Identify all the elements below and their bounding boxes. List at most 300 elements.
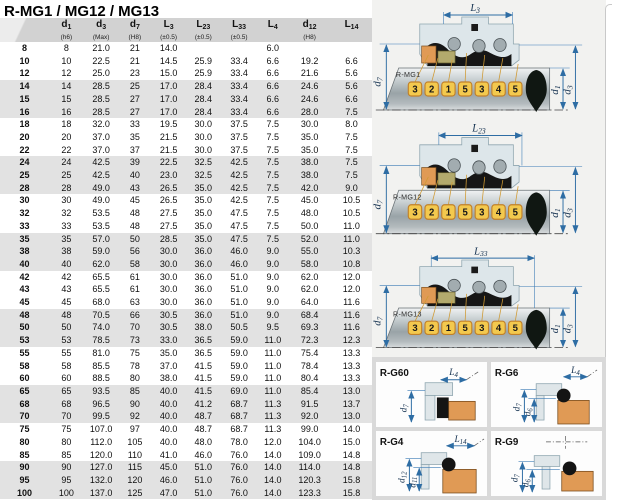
table-cell: 11.0 xyxy=(264,360,282,371)
column-header: $L_4$ xyxy=(257,18,288,42)
table-cell: 75.4 xyxy=(300,347,319,358)
table-cell: 76.0 xyxy=(230,449,248,460)
page-title: R-MG1 / MG12 / MG13 xyxy=(4,3,160,20)
table-cell: 99.5 xyxy=(84,410,119,423)
table-row xyxy=(0,207,372,220)
table-cell: 7.5 xyxy=(257,169,288,182)
table-cell: 62.0 xyxy=(84,258,119,271)
table-cell: 11.3 xyxy=(257,410,288,423)
table-cell: 80 xyxy=(129,373,140,384)
row-header-cell: 53 xyxy=(0,334,49,347)
table-row xyxy=(0,296,372,309)
table-cell: 76.0 xyxy=(221,487,258,500)
dimension-label-d7: d7 xyxy=(372,199,385,210)
table-cell: 61 xyxy=(129,271,140,282)
panel-label: R-G9 xyxy=(494,436,519,448)
table-cell: 49.0 xyxy=(84,182,119,195)
table-cell: 36.0 xyxy=(194,297,213,308)
table-cell: 115 xyxy=(119,461,152,474)
table-row xyxy=(0,233,372,246)
column-header: $L_{33}$ (±0.5) xyxy=(221,18,258,42)
table-cell: 40.0 xyxy=(151,410,186,423)
o-ring xyxy=(557,389,571,403)
panel-r-g9 xyxy=(491,431,602,496)
dimension-label-d3: d3 xyxy=(562,208,575,218)
panel-r-g4 xyxy=(376,431,487,496)
dimension-label-d7: d7 xyxy=(372,316,385,326)
table-cell: 9.0 xyxy=(266,297,280,308)
row-header-cell: 16 xyxy=(0,106,49,119)
table-cell xyxy=(288,42,331,55)
table-cell: 12.0 xyxy=(342,271,361,282)
table-cell: 17.0 xyxy=(151,93,186,106)
table-cell: 78.0 xyxy=(230,436,248,447)
table-cell: 68.0 xyxy=(92,297,110,308)
table-cell: 10.5 xyxy=(342,195,361,206)
housing xyxy=(421,464,429,489)
table-cell: 35.0 xyxy=(186,182,221,195)
table-cell: 80 xyxy=(61,436,72,447)
table-row xyxy=(0,385,372,398)
dimension-label-l14: $L_{14}$ xyxy=(454,434,467,446)
table-cell: 38.0 xyxy=(159,373,178,384)
table-cell: 78.4 xyxy=(300,360,319,371)
dimension-label-l4: $L_4$ xyxy=(571,365,580,377)
table-cell: 107.0 xyxy=(89,424,113,435)
table-cell: 85 xyxy=(119,385,152,398)
column-header: $d_1$ (h6) xyxy=(49,18,84,42)
table-cell: 14.0 xyxy=(257,474,288,487)
table-row xyxy=(0,106,372,119)
table-cell: 6.6 xyxy=(257,93,288,106)
column-header: $L_3$ (±0.5) xyxy=(151,18,186,42)
table-cell: 32.5 xyxy=(186,156,221,169)
table-cell: 40.0 xyxy=(159,424,178,435)
table-row xyxy=(0,487,372,500)
diagram-model-label: R-MG13 xyxy=(393,310,422,319)
dimension-label-d7: d7 xyxy=(372,77,385,87)
o-ring xyxy=(563,462,577,476)
table-cell: 27 xyxy=(119,93,152,106)
row-header-cell: 25 xyxy=(0,169,49,182)
table-cell: 85 xyxy=(61,449,72,460)
table-cell: 14 xyxy=(49,80,84,93)
table-row xyxy=(0,258,372,271)
table-cell: 9.5 xyxy=(257,321,288,334)
row-header-cell: 70 xyxy=(0,410,49,423)
table-cell: 42 xyxy=(61,271,72,282)
table-cell: 35.0 xyxy=(194,195,213,206)
row-header-cell: 43 xyxy=(19,284,30,295)
row-header-cell: 68 xyxy=(0,398,49,411)
table-cell: 55.0 xyxy=(288,245,331,258)
table-row xyxy=(0,156,372,169)
table-cell: 46.0 xyxy=(221,245,258,258)
table-cell: 30.0 xyxy=(159,297,178,308)
seal-diagram-mg12 xyxy=(372,120,606,244)
table-cell xyxy=(221,42,258,55)
table-cell: 48 xyxy=(129,208,140,219)
table-cell: 38.0 xyxy=(288,156,331,169)
row-header-cell: 48 xyxy=(0,309,49,322)
table-cell: 37.0 xyxy=(92,131,110,142)
row-header-cell: 28 xyxy=(0,182,49,195)
table-cell: 23.0 xyxy=(151,169,186,182)
row-header-cell: 90 xyxy=(0,461,49,474)
row-header-cell: 40 xyxy=(0,258,49,271)
table-cell: 45 xyxy=(129,195,140,206)
table-cell: 36.0 xyxy=(186,309,221,322)
table-row xyxy=(0,220,372,233)
table-cell: 36.0 xyxy=(186,245,221,258)
table-cell: 65 xyxy=(49,385,84,398)
table-cell: 43 xyxy=(61,284,72,295)
o-ring xyxy=(442,458,456,472)
table-cell: 36.0 xyxy=(194,284,213,295)
table-row xyxy=(0,449,372,462)
table-cell: 36.5 xyxy=(186,334,221,347)
row-header-cell: 80 xyxy=(19,436,30,447)
table-cell: 6.6 xyxy=(266,68,280,79)
table-cell: 37 xyxy=(129,144,140,155)
table-cell: 76.0 xyxy=(221,461,258,474)
table-cell: 69.0 xyxy=(221,385,258,398)
table-cell: 13.7 xyxy=(331,398,372,411)
table-cell: 47.5 xyxy=(221,233,258,246)
panel-label: R-G60 xyxy=(379,367,409,379)
table-cell: 74.0 xyxy=(84,321,119,334)
table-cell xyxy=(331,42,372,55)
table-cell: 35.0 xyxy=(186,233,221,246)
table-cell: 35.0 xyxy=(159,347,178,358)
table-cell: 7.5 xyxy=(266,144,280,155)
table-cell: 45 xyxy=(61,297,72,308)
table-cell: 20 xyxy=(61,131,72,142)
table-cell: 76.0 xyxy=(221,474,258,487)
table-cell: 6.6 xyxy=(331,93,372,106)
table-cell: 90 xyxy=(49,461,84,474)
table-cell: 38.0 xyxy=(288,169,331,182)
table-row xyxy=(0,334,372,347)
dimension-label-d1: d1 xyxy=(550,324,563,334)
table-cell: 11.3 xyxy=(257,398,288,411)
table-row xyxy=(0,118,372,131)
table-cell: 15.0 xyxy=(342,436,361,447)
table-cell: 65.5 xyxy=(92,271,110,282)
dimension-label-d3: d3 xyxy=(562,324,575,334)
table-cell: 92 xyxy=(119,410,152,423)
housing xyxy=(534,456,560,467)
row-header-cell: 10 xyxy=(19,55,30,66)
table-cell: 25 xyxy=(49,169,84,182)
table-cell: 36.0 xyxy=(194,271,213,282)
table-cell: 35 xyxy=(49,233,84,246)
table-cell: 51.0 xyxy=(230,297,248,308)
row-header-cell: 22 xyxy=(19,144,30,155)
table-cell: 42.5 xyxy=(221,182,258,195)
table-row xyxy=(0,131,372,144)
table-cell: 45.0 xyxy=(300,195,319,206)
table-cell: 132.0 xyxy=(84,474,119,487)
table-row xyxy=(0,398,372,411)
table-cell: 7.5 xyxy=(257,182,288,195)
table-cell: 36.5 xyxy=(194,347,213,358)
table-cell: 28.5 xyxy=(84,80,119,93)
table-cell: 47.5 xyxy=(230,220,248,231)
table-cell: 109.0 xyxy=(298,449,321,460)
diagram-model-label: R-MG12 xyxy=(393,192,422,202)
table-cell: 6.6 xyxy=(257,80,288,93)
dimension-label-d6: $d_6$ xyxy=(523,408,535,417)
table-cell: 59.0 xyxy=(230,373,248,384)
table-cell: 53.5 xyxy=(92,208,110,219)
table-cell: 8.0 xyxy=(345,119,358,130)
table-cell: 59.0 xyxy=(84,245,119,258)
table-cell: 12 xyxy=(61,68,72,79)
table-cell: 58 xyxy=(119,258,152,271)
table-cell: 48.7 xyxy=(194,424,213,435)
table-cell: 61 xyxy=(129,284,140,295)
table-row xyxy=(0,436,372,449)
table-cell: 120 xyxy=(119,474,152,487)
seal-diagram-mg1 xyxy=(372,0,606,120)
dimension-label-l23: L23 xyxy=(472,122,486,136)
table-cell: 60 xyxy=(61,373,72,384)
row-header-cell: 45 xyxy=(19,297,30,308)
row-header-cell: 8 xyxy=(22,43,28,53)
housing xyxy=(425,395,435,420)
dimension-label-d6: $d_6$ xyxy=(521,479,533,488)
row-header-cell: 95 xyxy=(0,474,49,487)
table-cell: 10.3 xyxy=(331,245,372,258)
row-header-cell: 100 xyxy=(0,487,49,500)
table-cell: 105 xyxy=(127,436,143,447)
table-cell: 42.5 xyxy=(84,156,119,169)
table-cell: 26.5 xyxy=(159,195,178,206)
table-cell: 70 xyxy=(49,410,84,423)
table-cell: 32.5 xyxy=(186,169,221,182)
table-cell: 7.5 xyxy=(266,195,280,206)
table-cell: 7.5 xyxy=(345,144,358,155)
table-cell: 7.5 xyxy=(257,156,288,169)
table-cell: 13.3 xyxy=(342,373,361,384)
table-row xyxy=(0,271,372,284)
row-header-cell: 14 xyxy=(0,80,49,93)
table-cell: 27.5 xyxy=(159,220,178,231)
table-cell: 30.0 xyxy=(151,245,186,258)
table-cell: 11.0 xyxy=(264,373,282,384)
table-cell: 65.5 xyxy=(92,284,110,295)
row-header-cell: 75 xyxy=(19,424,30,435)
table-cell: 50 xyxy=(49,321,84,334)
housing xyxy=(425,383,453,396)
row-header-cell: 15 xyxy=(0,93,49,106)
table-cell: 9.0 xyxy=(257,258,288,271)
table-cell: 58.0 xyxy=(288,258,331,271)
table-cell: 96.5 xyxy=(84,398,119,411)
table-cell: 51.0 xyxy=(186,474,221,487)
table-cell: 68.7 xyxy=(221,410,258,423)
table-cell: 59.0 xyxy=(221,334,258,347)
table-cell: 51.0 xyxy=(230,271,248,282)
table-cell: 99.0 xyxy=(300,424,319,435)
table-cell: 51.0 xyxy=(221,309,258,322)
dimension-label-d1: d1 xyxy=(549,85,563,95)
table-row xyxy=(0,93,372,106)
table-cell: 73 xyxy=(119,334,152,347)
table-cell: 42.5 xyxy=(221,169,258,182)
table-cell: 7.5 xyxy=(266,119,280,130)
table-cell: 48 xyxy=(129,220,140,231)
panel-label: R-G4 xyxy=(379,436,404,448)
table-cell: 28.5 xyxy=(84,106,119,119)
table-cell: 6.6 xyxy=(345,55,358,66)
dimension-label-d7: $d_7$ xyxy=(399,404,411,413)
table-cell: 21.5 xyxy=(159,131,178,142)
dimension-label-d3: d3 xyxy=(561,85,575,95)
table-cell: 49.0 xyxy=(92,195,110,206)
table-cell: 51.0 xyxy=(186,487,221,500)
table-cell: 43 xyxy=(119,182,152,195)
table-cell: 114.0 xyxy=(288,461,331,474)
table-cell: 100 xyxy=(49,487,84,500)
table-cell: 55 xyxy=(61,347,72,358)
table-cell: 28.4 xyxy=(186,80,221,93)
table-cell: 104.0 xyxy=(298,436,321,447)
table-cell: 38.0 xyxy=(186,321,221,334)
table-row xyxy=(0,169,372,182)
table-cell: 16 xyxy=(49,106,84,119)
table-cell: 24.6 xyxy=(288,80,331,93)
table-cell: 88.5 xyxy=(92,373,110,384)
table-header-row xyxy=(0,18,372,42)
seal-diagram-mg13 xyxy=(372,244,606,357)
table-cell: 13.3 xyxy=(342,360,361,371)
table-cell: 95 xyxy=(49,474,84,487)
table-row xyxy=(0,347,372,360)
table-cell: 37.0 xyxy=(92,144,110,155)
table-cell: 85.5 xyxy=(92,360,110,371)
column-header: $d_3$ (Max) xyxy=(84,18,119,42)
table-cell: 13.3 xyxy=(342,347,361,358)
table-cell: 11.0 xyxy=(257,385,288,398)
table-row xyxy=(0,283,372,296)
table-cell: 85.4 xyxy=(288,385,331,398)
table-row xyxy=(0,42,372,55)
table-cell: 30 xyxy=(61,195,72,206)
table-row xyxy=(0,474,372,487)
table-row xyxy=(0,360,372,373)
table-cell: 6.0 xyxy=(266,43,280,53)
table-row xyxy=(0,309,372,322)
table-body xyxy=(0,42,372,499)
table-cell: 5.6 xyxy=(345,68,358,79)
housing xyxy=(536,395,544,420)
table-cell: 35.0 xyxy=(300,131,319,142)
table-cell: 81.0 xyxy=(92,347,110,358)
table-cell: 30.0 xyxy=(194,131,213,142)
table-cell: 52.0 xyxy=(288,233,331,246)
table-cell: 37.0 xyxy=(159,360,178,371)
table-cell: 37.5 xyxy=(230,131,248,142)
table-cell: 41.2 xyxy=(186,398,221,411)
table-cell: 30.0 xyxy=(194,119,213,130)
table-cell: 50.0 xyxy=(300,220,319,231)
table-cell: 11.6 xyxy=(331,309,372,322)
table-cell: 123.3 xyxy=(288,487,331,500)
table-cell: 33.4 xyxy=(230,55,248,66)
table-cell: 53.5 xyxy=(92,220,110,231)
table-row xyxy=(0,372,372,385)
table-cell: 59.0 xyxy=(230,347,248,358)
table-row xyxy=(0,182,372,195)
table-cell: 30.5 xyxy=(151,321,186,334)
row-header-cell: 65 xyxy=(0,385,49,398)
table-cell: 27 xyxy=(119,106,152,119)
table-cell: 42.5 xyxy=(84,169,119,182)
table-cell: 7.5 xyxy=(331,156,372,169)
seat xyxy=(443,469,476,493)
row-header-cell: 85 xyxy=(19,449,30,460)
table-row xyxy=(0,410,372,423)
table-cell: 14.5 xyxy=(159,55,178,66)
table-cell: 21 xyxy=(129,55,140,66)
table-cell: 25.9 xyxy=(194,55,213,66)
table-cell: 21.6 xyxy=(300,68,319,79)
table-cell: 75 xyxy=(61,424,72,435)
table-cell: 35.0 xyxy=(194,220,213,231)
table-cell: 22.5 xyxy=(151,156,186,169)
table-cell: 21.0 xyxy=(92,43,110,53)
table-cell: 15.0 xyxy=(159,68,178,79)
row-header-cell: 50 xyxy=(0,321,49,334)
table-cell: 42.5 xyxy=(230,195,248,206)
table-cell: 7.5 xyxy=(345,131,358,142)
dimension-label-l4: $L_4$ xyxy=(449,367,458,379)
row-header-cell: 58 xyxy=(19,360,30,371)
table-cell: 45.0 xyxy=(151,461,186,474)
table-cell: 30.0 xyxy=(194,144,213,155)
table-cell: 6.6 xyxy=(266,55,280,66)
table-cell: 15.8 xyxy=(331,487,372,500)
diagram-model-label: R-MG1 xyxy=(395,69,421,80)
table-row xyxy=(0,423,372,436)
table-cell: 38 xyxy=(49,245,84,258)
dimension-label-l33: L33 xyxy=(474,246,488,259)
table-cell: 47.0 xyxy=(151,487,186,500)
table-cell: 9.0 xyxy=(257,245,288,258)
table-cell: 32 xyxy=(61,208,72,219)
dimension-label-d11: $d_{11}$ xyxy=(408,476,420,488)
table-cell: 18 xyxy=(61,119,72,130)
row-header-cell: 42 xyxy=(19,271,30,282)
table-cell: 35.0 xyxy=(300,144,319,155)
table-cell: 63 xyxy=(129,297,140,308)
panel-edge-divider xyxy=(605,4,612,497)
table-cell: 10.5 xyxy=(342,208,361,219)
table-cell: 41.5 xyxy=(194,360,213,371)
table-cell: 68.7 xyxy=(230,424,248,435)
row-header-cell: 12 xyxy=(19,68,30,79)
table-cell: 11.0 xyxy=(264,347,282,358)
table-cell: 28.5 xyxy=(151,233,186,246)
table-cell: 24.6 xyxy=(288,93,331,106)
table-cell: 68 xyxy=(49,398,84,411)
column-header: $d_{12}$ (H8) xyxy=(288,18,331,42)
table-cell: 10.8 xyxy=(331,258,372,271)
table-cell: 62.0 xyxy=(300,271,319,282)
table-cell: 59.0 xyxy=(230,360,248,371)
